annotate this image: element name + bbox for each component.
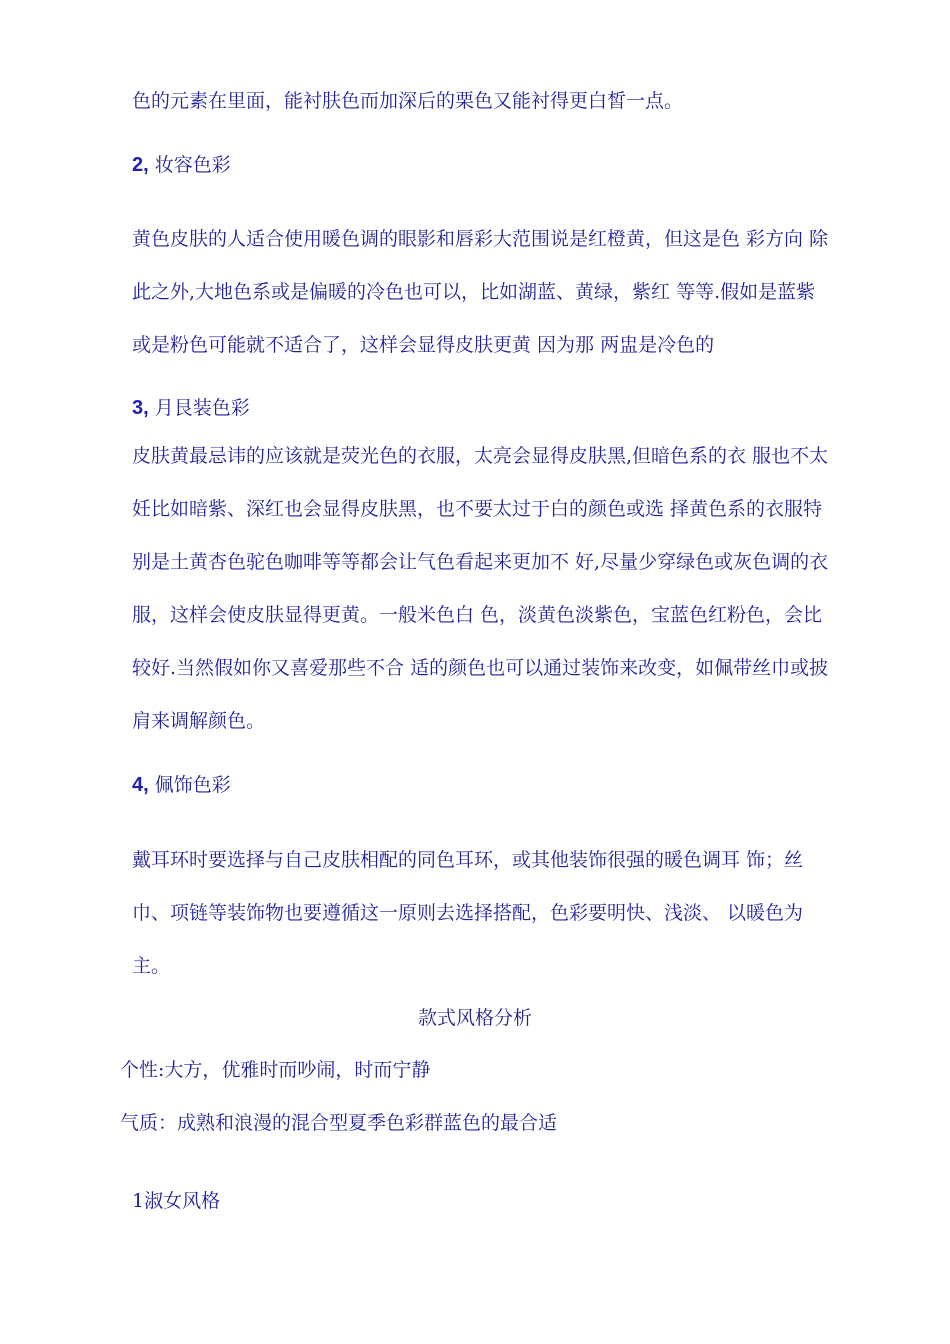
section-heading-clothing: [132, 395, 250, 421]
section-heading-accessories: [132, 772, 231, 798]
section-number: 2,: [132, 154, 149, 176]
paragraph-line: 巾、项链等装饰物也要遵循这一原则去选择搭配，色彩要明快、浅淡、 以暖色为: [132, 902, 804, 924]
paragraph-line: 皮肤黄最忌讳的应该就是荧光色的衣服，太亮会显得皮肤黑,但暗色系的衣 服也不太: [132, 445, 829, 467]
paragraph-line: 戴耳环时要选择与自己皮肤相配的同色耳环，或其他装饰很强的暖色调耳 饰；丝: [132, 849, 804, 871]
item-title: 淑女风格: [144, 1190, 221, 1212]
intro-line: 色的元素在里面，能衬肤色而加深后的栗色又能衬得更白皙一点。: [132, 90, 684, 112]
paragraph-line: 较好.当然假如你又喜爱那些不合 适的颜色也可以通过装饰来改变，如佩带丝巾或披: [132, 657, 829, 679]
paragraph-line: 服，这样会使皮肤显得更黄。一般米色白 色，淡黄色淡紫色，宝蓝色红粉色，会比: [132, 604, 823, 626]
section-title: 月艮装色彩: [154, 397, 250, 419]
section-heading-makeup: [132, 152, 231, 178]
paragraph-line: 黄色皮肤的人适合使用暖色调的眼影和唇彩大范围说是红橙黄，但这是色 彩方向 除: [132, 228, 829, 250]
paragraph-line: 肩来调解颜色。: [132, 710, 266, 732]
section-title: 妆容色彩: [154, 154, 231, 176]
section-number: 4,: [132, 774, 149, 796]
style-analysis-title: 款式风格分析: [417, 1007, 532, 1029]
paragraph-line: 或是粉色可能就不适合了，这样会显得皮肤更黄 因为那 两盅是冷色的: [132, 334, 715, 356]
paragraph-line: 妊比如暗紫、深红也会显得皮肤黑，也不要太过于白的颜色或选 择黄色系的衣服特: [132, 498, 823, 520]
item-number: 1: [132, 1190, 145, 1212]
paragraph-line: 此之外,大地色系或是偏暖的冷色也可以，比如湖蓝、黄绿，紫红 等等.假如是蓝紫: [132, 281, 816, 303]
style-item-heading: [132, 1188, 220, 1214]
section-title: 佩饰色彩: [154, 774, 231, 796]
personality-line: 个性:大方，优雅时而吵闹，时而宁静: [120, 1059, 431, 1081]
paragraph-line: 主。: [132, 955, 171, 977]
paragraph-line: 别是土黄杏色驼色咖啡等等都会让气色看起来更加不 好,尽量少穿绿色或灰色调的衣: [132, 551, 829, 573]
section-number: 3,: [132, 397, 149, 419]
temperament-line: 气质：成熟和浪漫的混合型夏季色彩群蓝色的最合适: [120, 1112, 558, 1134]
